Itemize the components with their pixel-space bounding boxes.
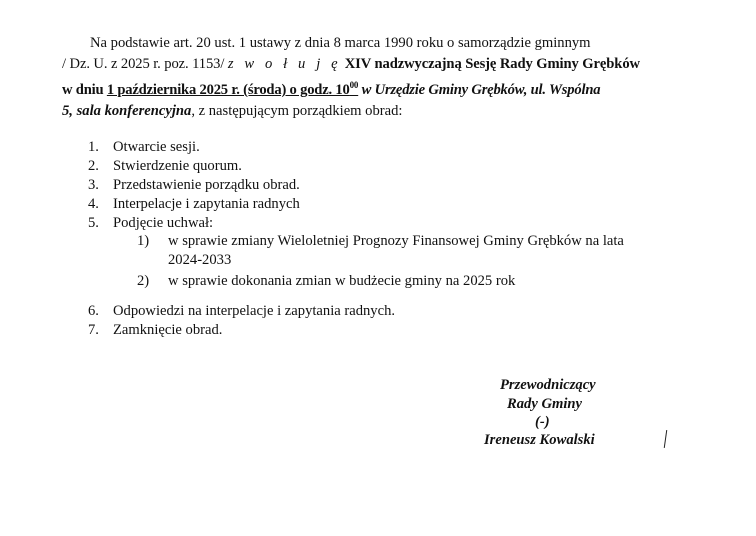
intro-line-1: Na podstawie art. 20 ust. 1 ustawy z dnia 8 marca 1990 roku o samorządzie gminnym xyxy=(90,35,591,51)
date-prefix: w dniu xyxy=(62,82,107,98)
agenda-intro: , z następującym porządkiem obrad: xyxy=(191,103,403,119)
resolution-item: 2) w sprawie dokonania zmian w budżecie gminy na 2025 rok xyxy=(137,273,516,289)
time-minutes: 00 xyxy=(349,80,359,90)
resolution-item-continuation: 2024-2033 xyxy=(168,252,232,268)
convenes-word: z w o ł u j ę xyxy=(227,56,342,72)
resolution-item: 1) w sprawie zmiany Wieloletniej Prognozy Finansowej Gminy Grębków na lata xyxy=(137,233,624,249)
signature-stroke xyxy=(664,430,667,448)
session-location: w Urzędzie Gminy Grębków, ul. Wspólna xyxy=(358,82,601,98)
intro-line-2 xyxy=(62,54,682,75)
list-item: 6. Odpowiedzi na interpelacje i zapytania radnych. xyxy=(88,303,396,319)
list-item: 5. Podjęcie uchwał: xyxy=(88,215,214,231)
list-item: 3. Przedstawienie porządku obrad. xyxy=(88,177,300,193)
intro-paragraph xyxy=(62,33,682,122)
list-item: 4. Interpelacje i zapytania radnych xyxy=(88,196,300,212)
list-item: 7. Zamknięcie obrad. xyxy=(88,322,223,338)
session-date: 1 października 2025 r. (środa) o godz. $10^{00}$ xyxy=(106,80,359,98)
list-item: 1. Otwarcie sesji. xyxy=(88,139,200,155)
list-item: 2. Stwierdzenie quorum. xyxy=(88,158,242,174)
signature-title: Przewodniczący xyxy=(500,377,596,393)
signature-council: Rady Gminy xyxy=(507,396,582,412)
legal-reference: / Dz. U. z 2025 r. poz. 1153/ xyxy=(62,56,228,72)
signature-mark: (-) xyxy=(535,414,550,430)
signature-name: Ireneusz Kowalski xyxy=(484,432,595,448)
intro-line-4 xyxy=(62,101,682,122)
session-name: XIV nadzwyczajną Sesję Rady Gminy Grębków xyxy=(341,56,640,72)
intro-line-3 xyxy=(62,75,682,101)
session-room: 5, sala konferencyjna xyxy=(62,103,192,119)
